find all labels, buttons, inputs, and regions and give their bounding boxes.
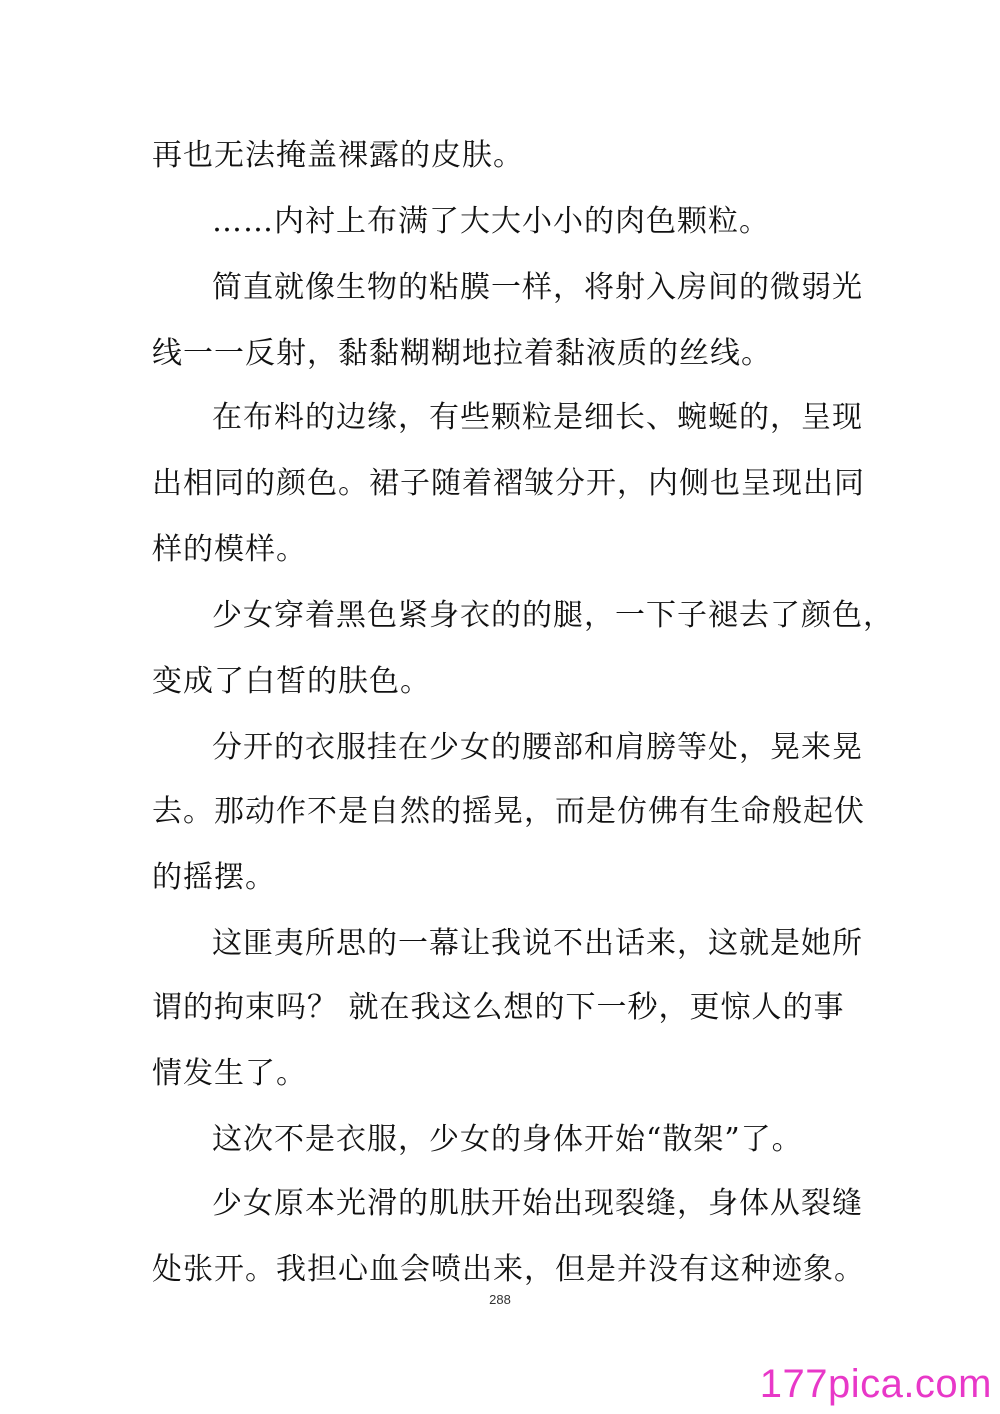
paragraph-start-line: 简直就像生物的粘膜一样，将射入房间的微弱光 — [212, 270, 863, 305]
paragraph-start-line: 少女原本光滑的肌肤开始出现裂缝，身体从裂缝 — [212, 1186, 863, 1221]
text-line: 谓的拘束吗？ 就在我这么想的下一秒，更惊人的事 — [152, 990, 845, 1025]
watermark-text: 177pica.com — [759, 1362, 992, 1406]
text-line: 处张开。我担心血会喷出来，但是并没有这种迹象。 — [152, 1252, 865, 1287]
text-line: 情发生了。 — [152, 1056, 307, 1091]
text-line: 去。那动作不是自然的摇晃，而是仿佛有生命般起伏 — [152, 794, 865, 829]
text-line: 出相同的颜色。裙子随着褶皱分开，内侧也呈现出同 — [152, 466, 865, 501]
paragraph-start-line: 少女穿着黑色紧身衣的的腿，一下子褪去了颜色， — [212, 598, 894, 633]
text-line: 变成了白皙的肤色。 — [152, 664, 431, 699]
paragraph-start-line: ……内衬上布满了大大小小的肉色颗粒。 — [212, 204, 770, 239]
page-number: 288 — [489, 1292, 511, 1307]
text-line: 样的模样。 — [152, 532, 307, 567]
paragraph-start-line: 分开的衣服挂在少女的腰部和肩膀等处，晃来晃 — [212, 730, 863, 765]
text-line: 的摇摆。 — [152, 860, 276, 895]
paragraph-start-line: 这次不是衣服，少女的身体开始“散架”了。 — [212, 1122, 803, 1157]
paragraph-start-line: 在布料的边缘，有些颗粒是细长、蜿蜒的，呈现 — [212, 400, 863, 435]
paragraph-start-line: 这匪夷所思的一幕让我说不出话来，这就是她所 — [212, 926, 863, 961]
text-line: 再也无法掩盖裸露的皮肤。 — [152, 138, 524, 173]
text-line: 线一一反射，黏黏糊糊地拉着黏液质的丝线。 — [152, 336, 772, 371]
